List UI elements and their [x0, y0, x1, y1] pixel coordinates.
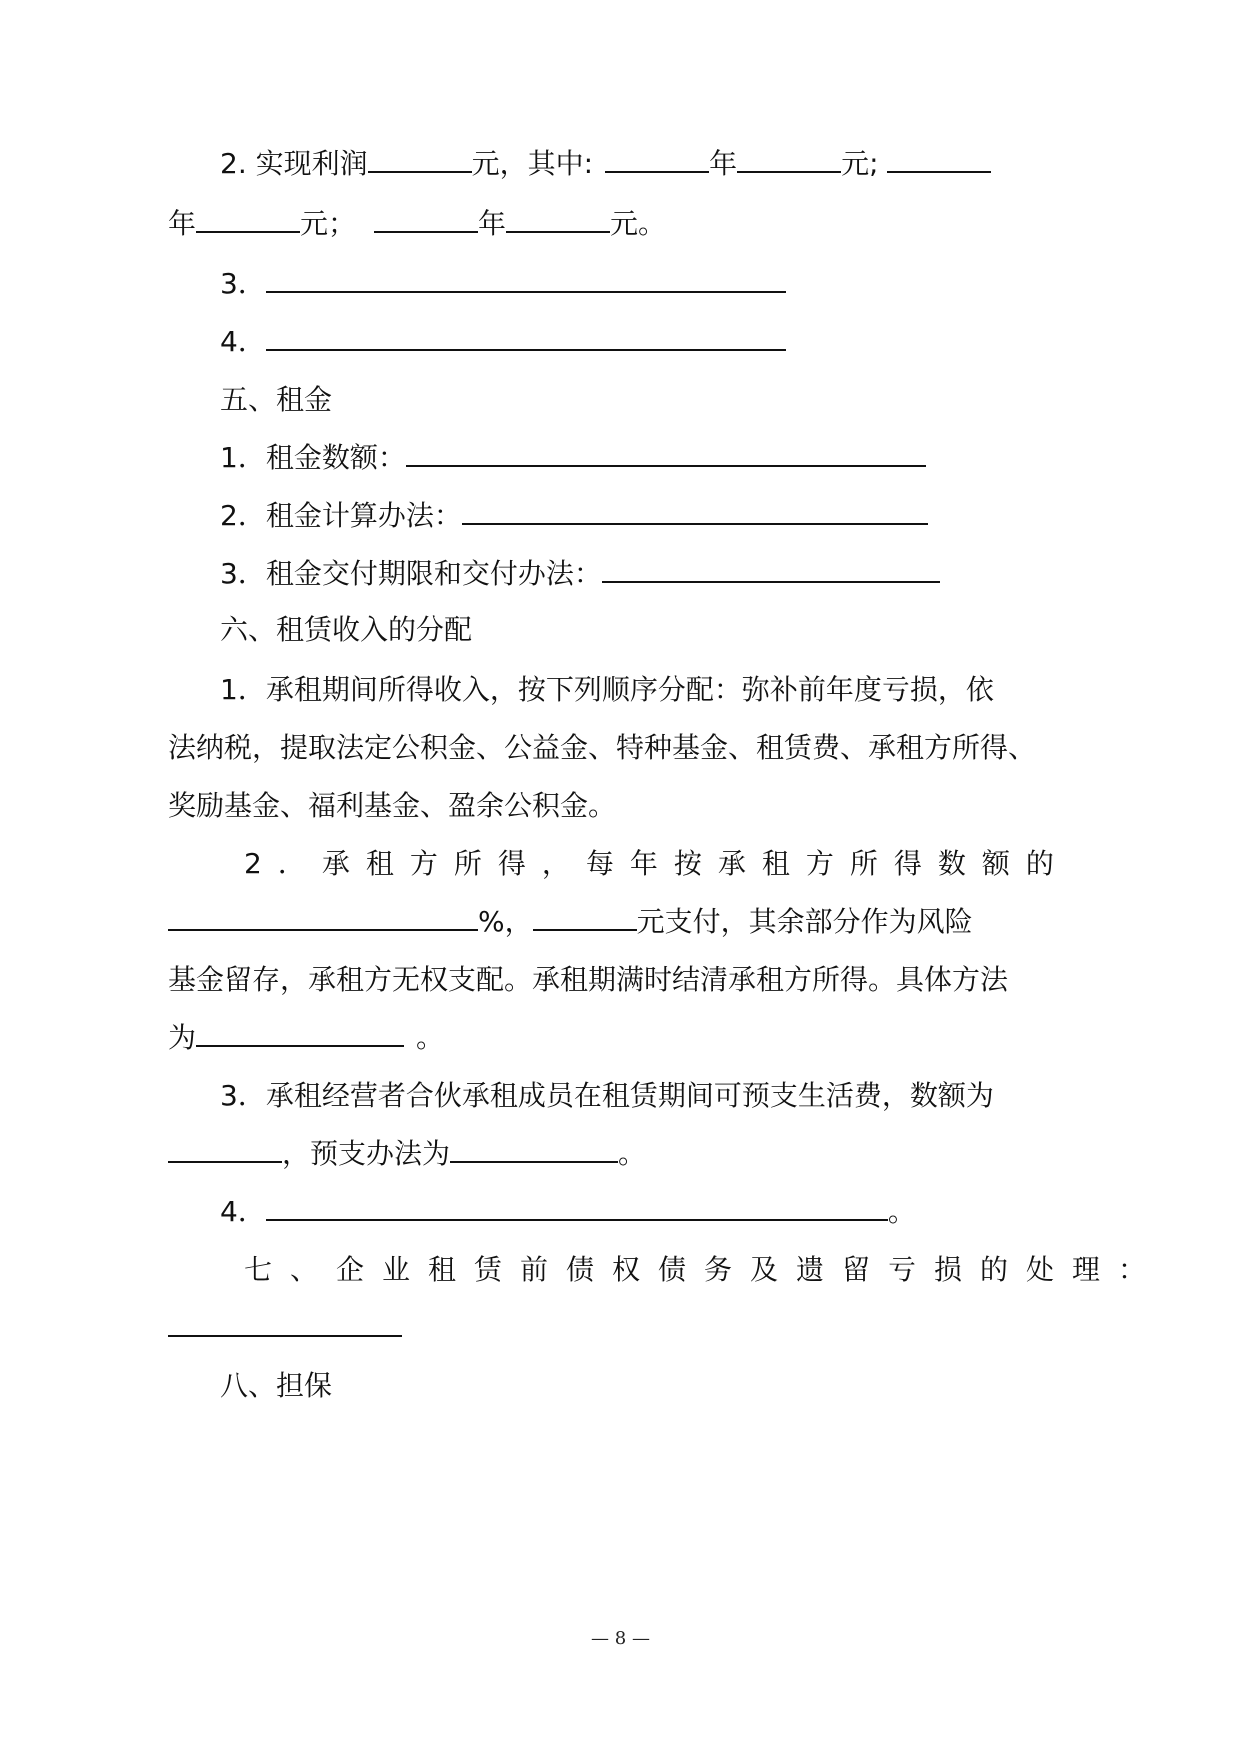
blank-field[interactable]	[462, 497, 928, 525]
paragraph-text: 1．承租期间所得收入，按下列顺序分配：弥补前年度亏损，依	[220, 673, 994, 706]
item-number: 3．	[220, 267, 266, 300]
paragraph-text: 基金留存，承租方无权支配。承租期满时结清承租方所得。具体方法	[168, 963, 1009, 996]
blank-field[interactable]	[266, 323, 786, 351]
profit-line-cont	[168, 204, 666, 244]
section-heading-guarantee	[220, 1366, 332, 1406]
blank-field[interactable]	[533, 903, 637, 931]
paragraph-text: 3．承租经营者合伙承租成员在租赁期间可预支生活费，数额为	[220, 1079, 994, 1112]
paragraph-text: 法纳税，提取法定公积金、公益金、特种基金、租赁费、承租方所得、	[168, 731, 1037, 764]
text: 元支付，其余部分作为风险	[636, 905, 973, 938]
label: 2．租金计算办法：	[220, 499, 462, 532]
paragraph-line	[168, 1018, 444, 1058]
blank-field[interactable]	[887, 145, 991, 173]
blank-field[interactable]	[406, 439, 926, 467]
blank-field[interactable]	[368, 145, 472, 173]
text: ，预支办法为	[282, 1137, 451, 1170]
paragraph-text: 奖励基金、福利基金、盈余公积金。	[168, 789, 617, 822]
page-number: — 8 —	[591, 1628, 650, 1649]
text: 。	[618, 1137, 647, 1170]
section-heading-income	[220, 610, 472, 650]
item-4-line-income	[220, 1192, 916, 1232]
paragraph-line	[244, 844, 1070, 884]
blank-field[interactable]	[168, 1309, 402, 1337]
label: 3．租金交付期限和交付办法：	[220, 557, 602, 590]
blank-field[interactable]	[602, 555, 940, 583]
blank-field[interactable]	[374, 205, 478, 233]
blank-field[interactable]	[266, 1193, 888, 1221]
paragraph-line	[220, 1076, 994, 1116]
blank-field[interactable]	[196, 205, 300, 233]
heading-text: 六、租赁收入的分配	[220, 613, 473, 646]
paragraph-line	[168, 960, 1008, 1000]
paragraph-text: 2．承租方所得，每年按承租方所得数额的	[244, 847, 1070, 880]
blank-field[interactable]	[168, 1135, 282, 1163]
rent-payment-line	[220, 554, 940, 594]
text: 。	[887, 1195, 916, 1228]
paragraph-line	[220, 670, 994, 710]
profit-line	[220, 144, 991, 184]
text: 元;	[841, 147, 879, 180]
debts-blank-line	[168, 1308, 402, 1348]
blank-field[interactable]	[450, 1135, 618, 1163]
blank-field[interactable]	[168, 903, 478, 931]
text: 元。	[610, 207, 667, 240]
heading-text: 五、租金	[220, 383, 333, 416]
text: %，	[478, 905, 533, 938]
item-number: 4．	[220, 1195, 266, 1228]
paragraph-line	[168, 786, 616, 826]
text: 年	[478, 207, 507, 240]
blank-field[interactable]	[737, 145, 841, 173]
label: 1．租金数额：	[220, 441, 406, 474]
text: 。	[416, 1021, 445, 1054]
text: 年	[709, 147, 738, 180]
item-3-line	[220, 264, 786, 304]
paragraph-line	[168, 1134, 646, 1174]
blank-field[interactable]	[266, 265, 786, 293]
rent-calc-line	[220, 496, 928, 536]
text: 元，其中:	[471, 147, 594, 180]
profit-label: 2. 实现利润	[220, 147, 368, 180]
text: 为	[168, 1021, 197, 1054]
heading-text: 八、担保	[220, 1369, 333, 1402]
rent-amount-line	[220, 438, 926, 478]
text: 年	[168, 207, 197, 240]
blank-field[interactable]	[605, 145, 709, 173]
heading-text: 七、企业租赁前债权债务及遗留亏损的处理：	[244, 1253, 1165, 1286]
blank-field[interactable]	[196, 1019, 404, 1047]
section-heading-debts	[244, 1250, 1164, 1290]
item-number: 4．	[220, 325, 266, 358]
blank-field[interactable]	[506, 205, 610, 233]
section-heading-rent	[220, 380, 332, 420]
paragraph-line	[168, 902, 973, 942]
text: 元；	[300, 207, 357, 240]
paragraph-line	[168, 728, 1036, 768]
item-4-line	[220, 322, 786, 362]
